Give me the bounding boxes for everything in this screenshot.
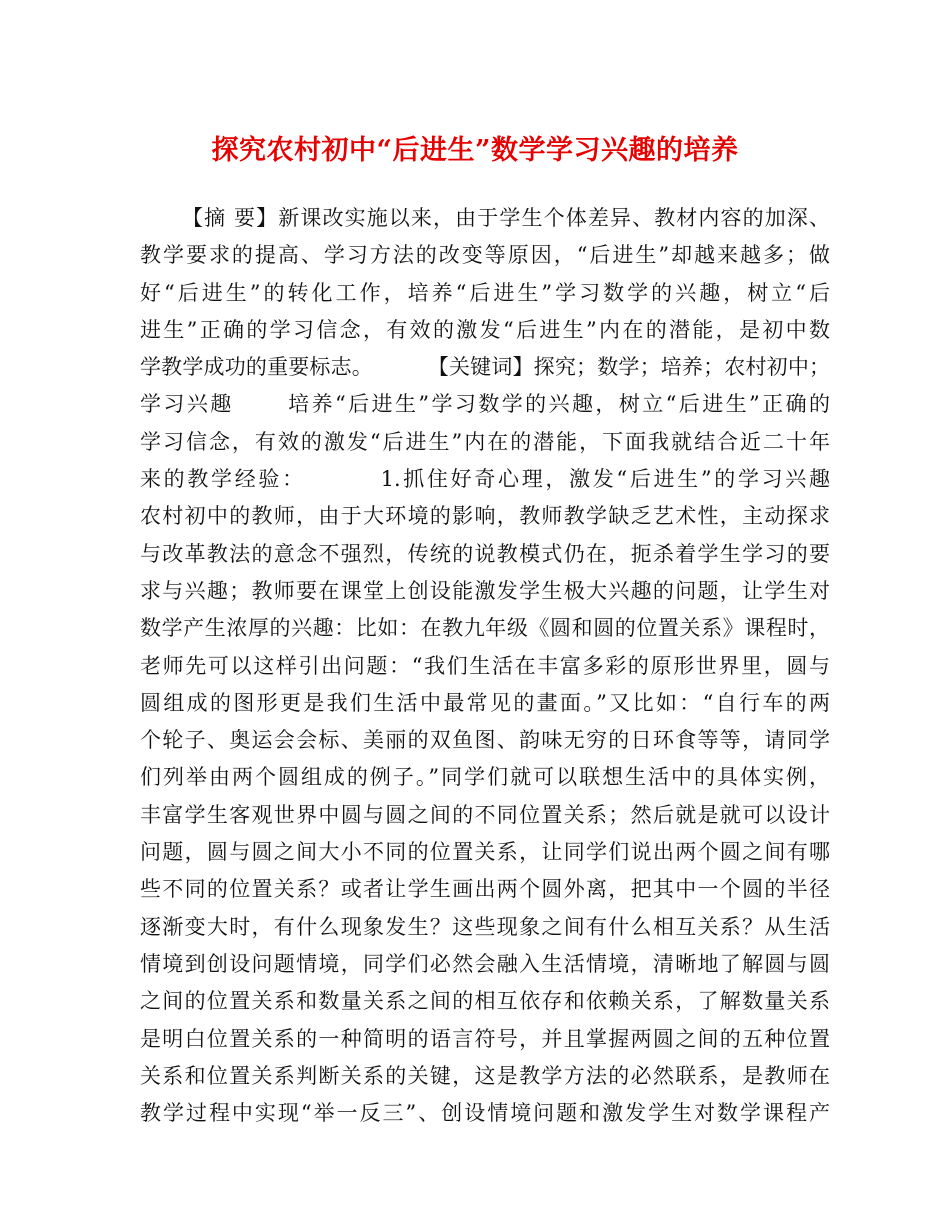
text-line: 学教学成功的重要标志。 【关键词】探究；数学；培养；农村初中； bbox=[140, 355, 830, 380]
text-line: 好“后进生”的转化工作，培养“后进生”学习数学的兴趣，树立“后 bbox=[140, 280, 830, 305]
text-line: 【摘 要】新课改实施以来，由于学生个体差异、教材内容的加深、 bbox=[182, 206, 830, 230]
text-line: 关系和位置关系判断关系的关键，这是教学方法的必然联系，是教师在 bbox=[140, 1063, 830, 1088]
document-body bbox=[140, 200, 830, 1132]
text-line: 之间的位置关系和数量关系之间的相互依存和依赖关系，了解数量关系 bbox=[140, 989, 830, 1014]
text-line: 农村初中的教师，由于大环境的影响，教师教学缺乏艺术性，主动探求 bbox=[140, 504, 830, 529]
text-line: 情境到创设问题情境，同学们必然会融入生活情境，清晰地了解圆与圆 bbox=[140, 951, 830, 976]
text-line: 来的教学经验： 1.抓住好奇心理，激发“后进生”的学习兴趣 bbox=[140, 467, 830, 492]
text-line: 问题，圆与圆之间大小不同的位置关系，让同学们说出两个圆之间有哪 bbox=[140, 840, 830, 865]
text-line: 学习兴趣 培养“后进生”学习数学的兴趣，树立“后进生”正确的 bbox=[140, 392, 830, 417]
text-line: 与改革教法的意念不强烈，传统的说教模式仍在，扼杀着学生学习的要 bbox=[140, 541, 830, 566]
text-line: 些不同的位置关系？或者让学生画出两个圆外离，把其中一个圆的半径 bbox=[140, 877, 830, 902]
text-line: 圆组成的图形更是我们生活中最常见的畫面。”又比如：“自行车的两 bbox=[140, 690, 830, 715]
text-line: 逐渐变大时，有什么现象发生？这些现象之间有什么相互关系？从生活 bbox=[140, 914, 830, 939]
text-line: 求与兴趣；教师要在课堂上创设能激发学生极大兴趣的问题，让学生对 bbox=[140, 578, 830, 603]
text-line: 们列举由两个圆组成的例子。”同学们就可以联想生活中的具体实例， bbox=[140, 765, 830, 790]
text-line: 教学过程中实现“举一反三”、创设情境问题和激发学生对数学课程产 bbox=[140, 1101, 830, 1126]
text-line: 老师先可以这样引出问题：“我们生活在丰富多彩的原形世界里，圆与 bbox=[140, 653, 830, 678]
text-line: 学习信念，有效的激发“后进生”内在的潜能，下面我就结合近二十年 bbox=[140, 429, 830, 454]
document-title: 探究农村初中“后进生”数学学习兴趣的培养 bbox=[211, 135, 739, 166]
text-line: 个轮子、奥运会会标、美丽的双鱼图、韵味无穷的日环食等等，请同学 bbox=[140, 728, 830, 753]
text-line: 数学产生浓厚的兴趣：比如：在教九年级《圆和圆的位置关系》课程时， bbox=[140, 616, 830, 641]
text-line: 是明白位置关系的一种简明的语言符号，并且掌握两圆之间的五种位置 bbox=[140, 1026, 830, 1051]
text-line: 教学要求的提高、学习方法的改变等原因，“后进生”却越来越多；做 bbox=[140, 243, 830, 268]
text-line: 进生”正确的学习信念，有效的激发“后进生”内在的潜能，是初中数 bbox=[140, 317, 830, 342]
text-line: 丰富学生客观世界中圆与圆之间的不同位置关系；然后就是就可以设计 bbox=[140, 802, 830, 827]
